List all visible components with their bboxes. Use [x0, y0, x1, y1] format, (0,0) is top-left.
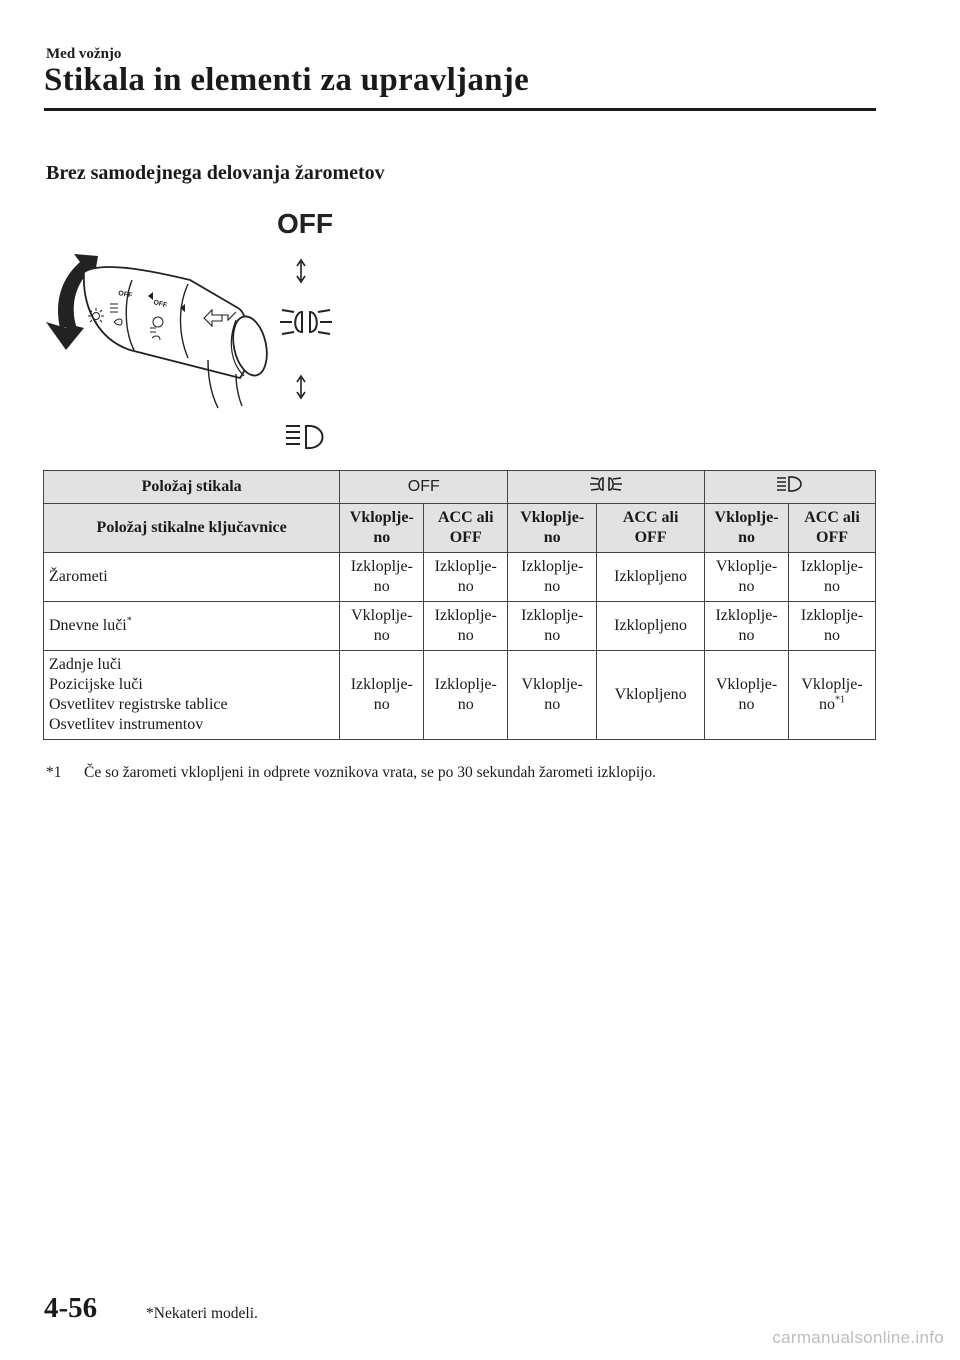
- off-position-label: OFF: [277, 208, 333, 239]
- table-cell: Vklopljeno: [597, 651, 705, 740]
- ignition-label: Položaj stikalne ključavnice: [44, 504, 340, 553]
- row-label: Dnevne luči*: [44, 602, 340, 651]
- page-title: Stikala in elementi za upravljanje: [44, 62, 530, 98]
- ignition-state: ACC ali OFF: [424, 504, 508, 553]
- table-cell: Izkloplje- no: [424, 602, 508, 651]
- table-cell: Vkloplje- $no^{*1}$: [789, 651, 876, 740]
- table-cell: Izkloplje- no: [789, 553, 876, 602]
- row-label: Zadnje luči Pozicijske luči Osvetlitev registrske tablice Osvetlitev instrumentov: [44, 651, 340, 740]
- switch-position-off: [340, 471, 508, 504]
- ignition-row: [44, 504, 876, 553]
- headlight-icon: [286, 426, 323, 448]
- table-cell: Izkloplje- no: [789, 602, 876, 651]
- switch-position-headlight: [705, 471, 876, 504]
- footnote: [46, 764, 876, 782]
- double-arrow-icon: [297, 260, 305, 282]
- table-cell: Izkloplje- no: [508, 602, 597, 651]
- footnote-mark: *1: [46, 764, 62, 781]
- parking-light-icon: [589, 475, 623, 493]
- off-label: OFF: [407, 478, 440, 495]
- svg-text:OFF: OFF: [117, 290, 133, 300]
- model-note-star: *: [126, 615, 132, 627]
- title-divider: [44, 108, 876, 111]
- table-cell: Izkloplje- no: [340, 553, 424, 602]
- section-label: Med vožnjo: [46, 46, 122, 62]
- table-row: [44, 602, 876, 651]
- table-cell: Izklopljeno: [597, 553, 705, 602]
- ignition-state: ACC ali OFF: [789, 504, 876, 553]
- table-row: [44, 553, 876, 602]
- table-cell: Izklopljeno: [597, 602, 705, 651]
- table-cell: Izkloplje- no: [424, 651, 508, 740]
- ignition-state: Vkloplje- no: [508, 504, 597, 553]
- watermark: carmanualsonline.info: [772, 1328, 944, 1347]
- switch-position-parking: [508, 471, 705, 504]
- table-cell: Vkloplje- no: [705, 651, 789, 740]
- switch-position-label: Položaj stikala: [44, 471, 340, 504]
- light-status-table: [43, 470, 876, 740]
- headlight-icon: [775, 475, 805, 493]
- subheading: Brez samodejnega delovanja žarometov: [46, 162, 385, 184]
- light-switch-illustration: [40, 200, 360, 465]
- footnote-ref: *1: [835, 694, 845, 706]
- page-number: 4-56: [44, 1292, 98, 1324]
- table-cell: Izkloplje- no: [424, 553, 508, 602]
- footnote-text: Če so žarometi vklopljeni in odprete voznikova vrata, se po 30 sekundah žarometi izklopijo.: [84, 764, 657, 781]
- table-cell: Izkloplje- no: [705, 602, 789, 651]
- table-cell: Vkloplje- no: [705, 553, 789, 602]
- parking-light-icon: [280, 310, 332, 334]
- svg-text:OFF: OFF: [152, 299, 168, 310]
- table-cell: Vkloplje- no: [340, 602, 424, 651]
- ignition-state: Vkloplje- no: [340, 504, 424, 553]
- switch-position-row: [44, 471, 876, 504]
- table-row: [44, 651, 876, 740]
- model-note: *Nekateri modeli.: [146, 1305, 258, 1322]
- row-label: Žarometi: [44, 553, 340, 602]
- ignition-state: ACC ali OFF: [597, 504, 705, 553]
- table-cell: Izkloplje- no: [508, 553, 597, 602]
- table-cell: Vkloplje- no: [508, 651, 597, 740]
- table-cell: Izkloplje- no: [340, 651, 424, 740]
- double-arrow-icon: [297, 376, 305, 398]
- ignition-state: Vkloplje- no: [705, 504, 789, 553]
